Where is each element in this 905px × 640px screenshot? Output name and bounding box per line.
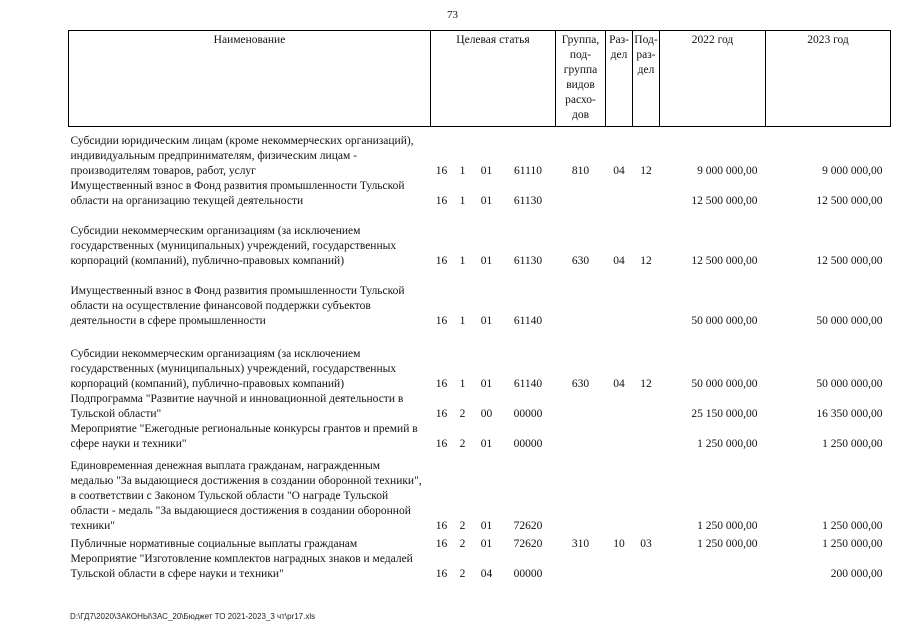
target-subprogram: 2 bbox=[459, 537, 466, 550]
target-subprogram: 1 bbox=[459, 164, 466, 177]
amount-2022: 9 000 000,00 bbox=[697, 164, 758, 177]
amount-2022: 12 500 000,00 bbox=[691, 254, 758, 267]
row-name: Субсидии некоммерческим организациям (за исключением государственных (муниципальных) учреждений, государственных корпораций (компаний), публично-правовых компаний) bbox=[70, 347, 397, 390]
row-name: Имущественный взнос в Фонд развития промышленности Тульской области на организацию текущей деятельности bbox=[70, 179, 405, 207]
amount-2022: 25 150 000,00 bbox=[691, 407, 758, 420]
section-code bbox=[606, 179, 633, 209]
subsection-code bbox=[633, 422, 660, 452]
section-code bbox=[606, 552, 633, 582]
section-code bbox=[606, 392, 633, 422]
target-subprogram: 2 bbox=[459, 567, 466, 580]
col-group-header: Группа, под- группа видов расхо- дов bbox=[556, 31, 606, 127]
subsection-code bbox=[633, 392, 660, 422]
page-number: 73 bbox=[447, 9, 458, 21]
expense-group: 630 bbox=[571, 377, 590, 390]
amount-2023: 50 000 000,00 bbox=[816, 377, 883, 390]
table-row bbox=[69, 127, 891, 179]
col-2023-header: 2023 год bbox=[766, 31, 891, 127]
row-name: Субсидии юридическим лицам (кроме некоммерческих организаций), индивидуальным предпринимателям, физическим лицам - производителям товаров, работ, услуг bbox=[70, 134, 414, 177]
amount-2023: 12 500 000,00 bbox=[816, 254, 883, 267]
amount-2023: 9 000 000,00 bbox=[822, 164, 883, 177]
target-subprogram: 1 bbox=[459, 377, 466, 390]
target-direction: 00000 bbox=[513, 437, 543, 450]
table-row bbox=[69, 329, 891, 392]
row-name: Подпрограмма "Развитие научной и инновационной деятельности в Тульской области" bbox=[70, 392, 404, 420]
target-direction: 61130 bbox=[513, 254, 543, 267]
expense-group bbox=[556, 392, 606, 422]
amount-2023: 1 250 000,00 bbox=[822, 437, 883, 450]
target-program: 16 bbox=[435, 254, 448, 267]
col-2022-header: 2022 год bbox=[660, 31, 766, 127]
target-program: 16 bbox=[435, 407, 448, 420]
budget-table bbox=[68, 30, 891, 582]
file-path-footer: D:\ГД7\2020\ЗАКОНЫ\ЗАС_20\Бюджет ТО 2021-2023_3 чт\pr17.xls bbox=[70, 612, 316, 621]
target-event: 04 bbox=[480, 567, 493, 580]
target-event: 01 bbox=[480, 377, 493, 390]
subsection-code bbox=[633, 269, 660, 329]
target-program: 16 bbox=[435, 437, 448, 450]
amount-2022: 12 500 000,00 bbox=[691, 194, 758, 207]
amount-2022: 50 000 000,00 bbox=[691, 377, 758, 390]
table-row bbox=[69, 269, 891, 329]
section-code bbox=[606, 452, 633, 534]
expense-group bbox=[556, 552, 606, 582]
table-row bbox=[69, 179, 891, 209]
amount-2023: 12 500 000,00 bbox=[816, 194, 883, 207]
section-code: 10 bbox=[613, 537, 625, 550]
table-row bbox=[69, 392, 891, 422]
table-row bbox=[69, 452, 891, 534]
target-program: 16 bbox=[435, 567, 448, 580]
row-name: Единовременная денежная выплата гражданам, награжденным медалью "За выдающиеся достижения в создании оборонной техники", в соответствии с Законом Тульской области "О награде Тульской области - медаль "За выдающиеся достижения в создании оборонной техники" bbox=[70, 459, 422, 532]
expense-group: 810 bbox=[571, 164, 590, 177]
section-code bbox=[606, 422, 633, 452]
amount-2022: 50 000 000,00 bbox=[691, 314, 758, 327]
amount-2023: 200 000,00 bbox=[830, 567, 883, 580]
target-direction: 61140 bbox=[513, 314, 543, 327]
section-code: 04 bbox=[613, 164, 625, 177]
target-subprogram: 1 bbox=[459, 194, 466, 207]
target-event: 01 bbox=[480, 314, 493, 327]
target-event: 00 bbox=[480, 407, 493, 420]
header-row bbox=[69, 31, 891, 127]
expense-group: 630 bbox=[571, 254, 590, 267]
target-direction: 72620 bbox=[513, 537, 543, 550]
target-program: 16 bbox=[435, 194, 448, 207]
subsection-code bbox=[633, 179, 660, 209]
amount-2023: 50 000 000,00 bbox=[816, 314, 883, 327]
target-program: 16 bbox=[435, 164, 448, 177]
table-row bbox=[69, 209, 891, 269]
subsection-code bbox=[633, 552, 660, 582]
target-direction: 61140 bbox=[513, 377, 543, 390]
expense-group bbox=[556, 422, 606, 452]
target-direction: 00000 bbox=[513, 407, 543, 420]
amount-2022 bbox=[660, 552, 766, 582]
target-subprogram: 1 bbox=[459, 254, 466, 267]
amount-2022: 1 250 000,00 bbox=[697, 437, 758, 450]
col-name-header: Наименование bbox=[69, 31, 431, 127]
section-code: 04 bbox=[613, 254, 625, 267]
row-name: Мероприятие "Ежегодные региональные конкурсы грантов и премий в сфере науки и техники" bbox=[70, 422, 418, 450]
col-target-header: Целевая статья bbox=[431, 31, 556, 127]
amount-2022: 1 250 000,00 bbox=[697, 537, 758, 550]
target-event: 01 bbox=[480, 254, 493, 267]
target-direction: 72620 bbox=[513, 519, 543, 532]
section-code bbox=[606, 269, 633, 329]
target-event: 01 bbox=[480, 519, 493, 532]
table-row bbox=[69, 552, 891, 582]
amount-2023: 1 250 000,00 bbox=[822, 519, 883, 532]
target-event: 01 bbox=[480, 437, 493, 450]
target-event: 01 bbox=[480, 194, 493, 207]
target-direction: 00000 bbox=[513, 567, 543, 580]
target-program: 16 bbox=[435, 519, 448, 532]
section-code: 04 bbox=[613, 377, 625, 390]
expense-group bbox=[556, 179, 606, 209]
row-name: Субсидии некоммерческим организациям (за исключением государственных (муниципальных) учреждений, государственных корпораций (компаний), публично-правовых компаний) bbox=[70, 224, 397, 267]
target-event: 01 bbox=[480, 537, 493, 550]
target-subprogram: 2 bbox=[459, 519, 466, 532]
target-program: 16 bbox=[435, 377, 448, 390]
target-subprogram: 2 bbox=[459, 437, 466, 450]
expense-group bbox=[556, 269, 606, 329]
subsection-code: 12 bbox=[640, 164, 652, 177]
target-event: 01 bbox=[480, 164, 493, 177]
target-direction: 61110 bbox=[514, 164, 542, 177]
target-subprogram: 1 bbox=[459, 314, 466, 327]
col-subsection-header: Под- раз- дел bbox=[633, 31, 660, 127]
expense-group: 310 bbox=[571, 537, 590, 550]
amount-2022: 1 250 000,00 bbox=[697, 519, 758, 532]
expense-group bbox=[556, 452, 606, 534]
row-name: Имущественный взнос в Фонд развития промышленности Тульской области на осуществление финансовой поддержки субъектов деятельности в сфере промышленности bbox=[70, 284, 405, 327]
target-program: 16 bbox=[435, 537, 448, 550]
target-program: 16 bbox=[435, 314, 448, 327]
row-name: Публичные нормативные социальные выплаты гражданам bbox=[70, 537, 358, 550]
amount-2023: 1 250 000,00 bbox=[822, 537, 883, 550]
amount-2023: 16 350 000,00 bbox=[816, 407, 883, 420]
target-subprogram: 2 bbox=[459, 407, 466, 420]
subsection-code: 12 bbox=[640, 254, 652, 267]
subsection-code: 12 bbox=[640, 377, 652, 390]
subsection-code bbox=[633, 452, 660, 534]
col-section-header: Раз- дел bbox=[606, 31, 633, 127]
row-name: Мероприятие "Изготовление комплектов наградных знаков и медалей Тульской области в сфере науки и техники" bbox=[70, 552, 413, 580]
target-direction: 61130 bbox=[513, 194, 543, 207]
table-row bbox=[69, 422, 891, 452]
subsection-code: 03 bbox=[640, 537, 652, 550]
table-row bbox=[69, 534, 891, 552]
